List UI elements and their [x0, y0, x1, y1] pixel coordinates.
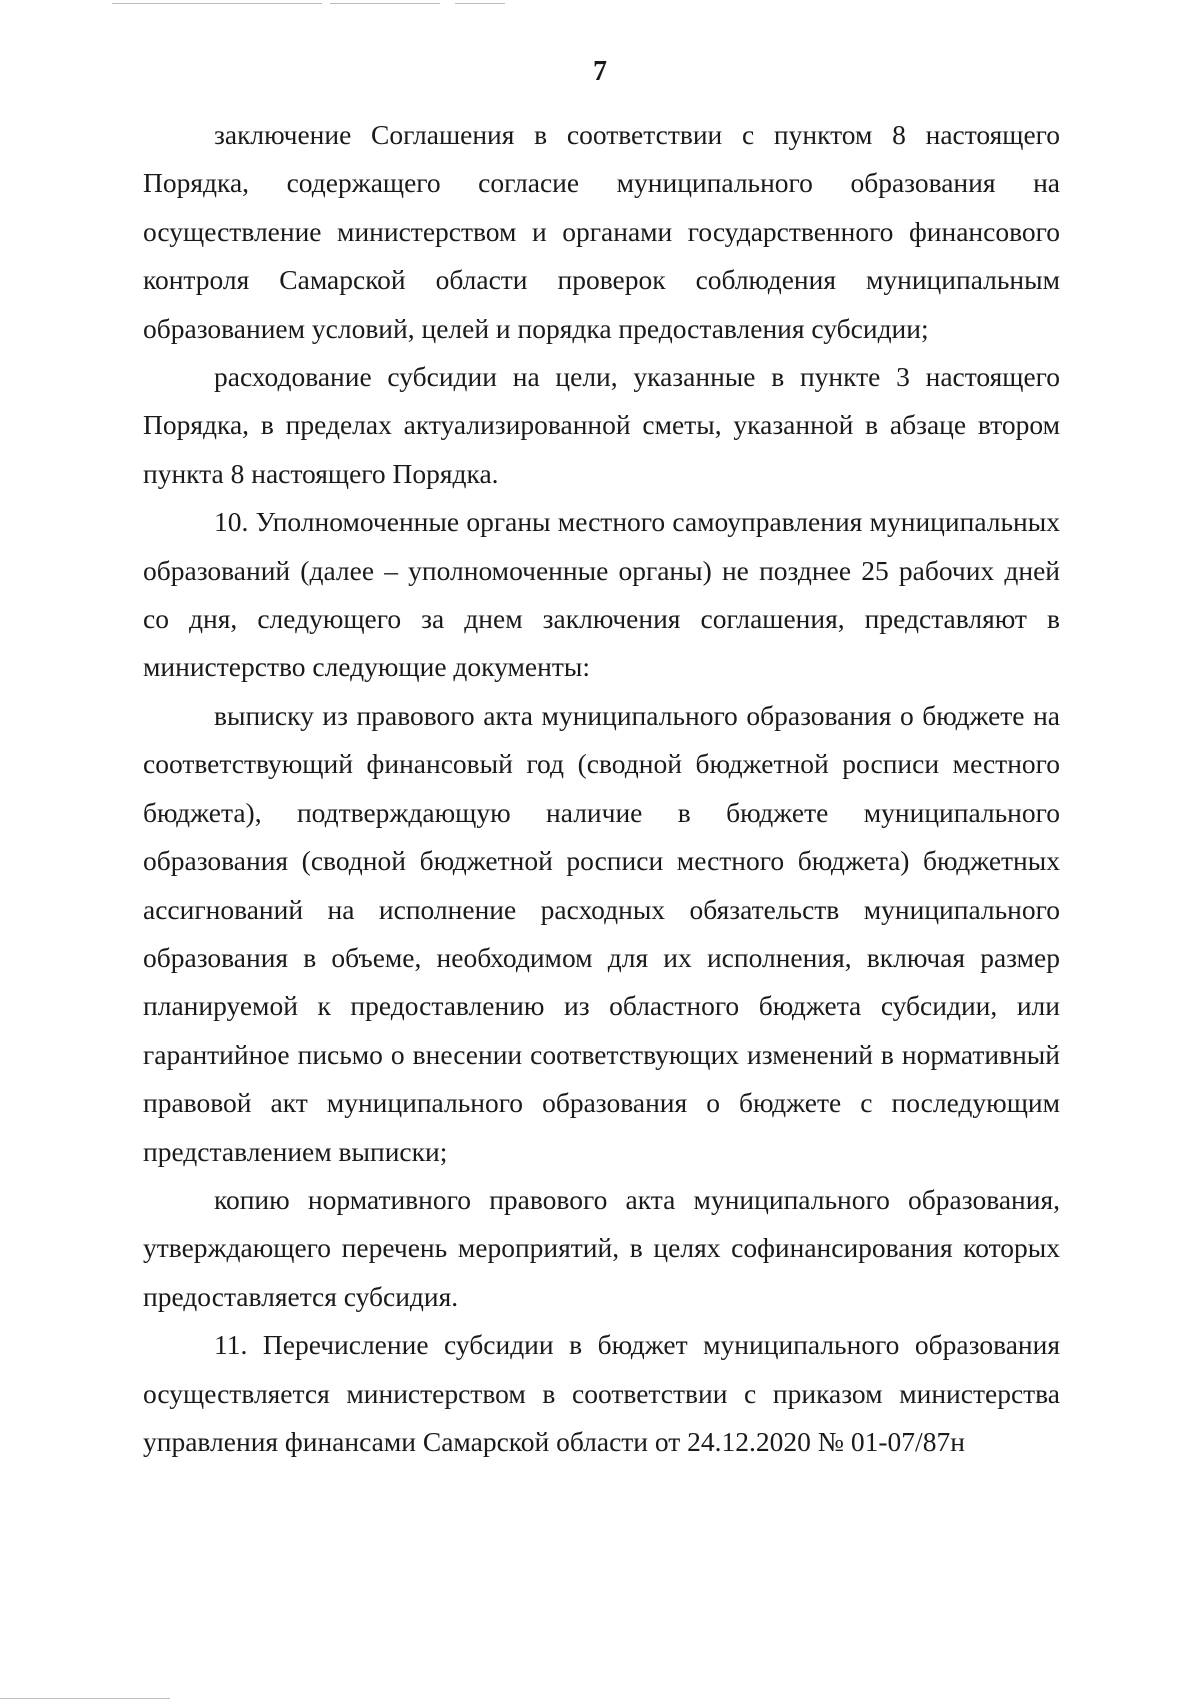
paragraph-regulatory-act-copy: копию нормативного правового акта муниципального образования, утверждающего перечень мероприятий, в целях софинансирования которых предоставляется субсидия. [143, 1183, 1060, 1312]
paragraph-clause-11: 11. Перечисление субсидии в бюджет муниципального образования осуществляется министерством в соответствии с приказом министерства управления финансами Самарской области от 24.12.2020 № 01-07/87н [143, 1329, 1060, 1457]
scan-edge-line [0, 1698, 170, 1699]
scan-edge-line [455, 3, 505, 4]
scan-edge-line [330, 3, 440, 4]
paragraph-agreement-conclusion: заключение Соглашения в соответствии с пунктом 8 настоящего Порядка, содержащего согласие муниципального образования на осуществление министерством и органами государственного финансового контроля Самарской области проверок соблюдения муниципальным образованием условий, целей и порядка предоставления субсидии; [143, 119, 1060, 344]
document-body [143, 111, 1060, 1466]
paragraph-budget-extract: выписку из правового акта муниципального образования о бюджете на соответствующий финансовый год (сводной бюджетной росписи местного бюджета), подтверждающую наличие в бюджете муниципального образования (сводной бюджетной росписи местного бюджета) бюджетных ассигнований на исполнение расходных обязательств муниципального образования в объеме, необходимом для их исполнения, включая размер планируемой к предоставлению из областного бюджета субсидии, или гарантийное письмо о внесении соответствующих изменений в нормативный правовой акт муниципального образования о бюджете с последующим представлением выписки; [143, 699, 1060, 1167]
paragraph-subsidy-spending: расходование субсидии на цели, указанные в пункте 3 настоящего Порядка, в пределах актуализированной сметы, указанной в абзаце втором пункта 8 настоящего Порядка. [143, 361, 1060, 489]
paragraph-clause-10: 10. Уполномоченные органы местного самоуправления муниципальных образований (далее – уполномоченные органы) не позднее 25 рабочих дней со дня, следующего за днем заключения соглашения, представляют в министерство следующие документы: [143, 506, 1060, 683]
page-number: 7 [593, 56, 607, 87]
scan-edge-line [112, 3, 322, 4]
